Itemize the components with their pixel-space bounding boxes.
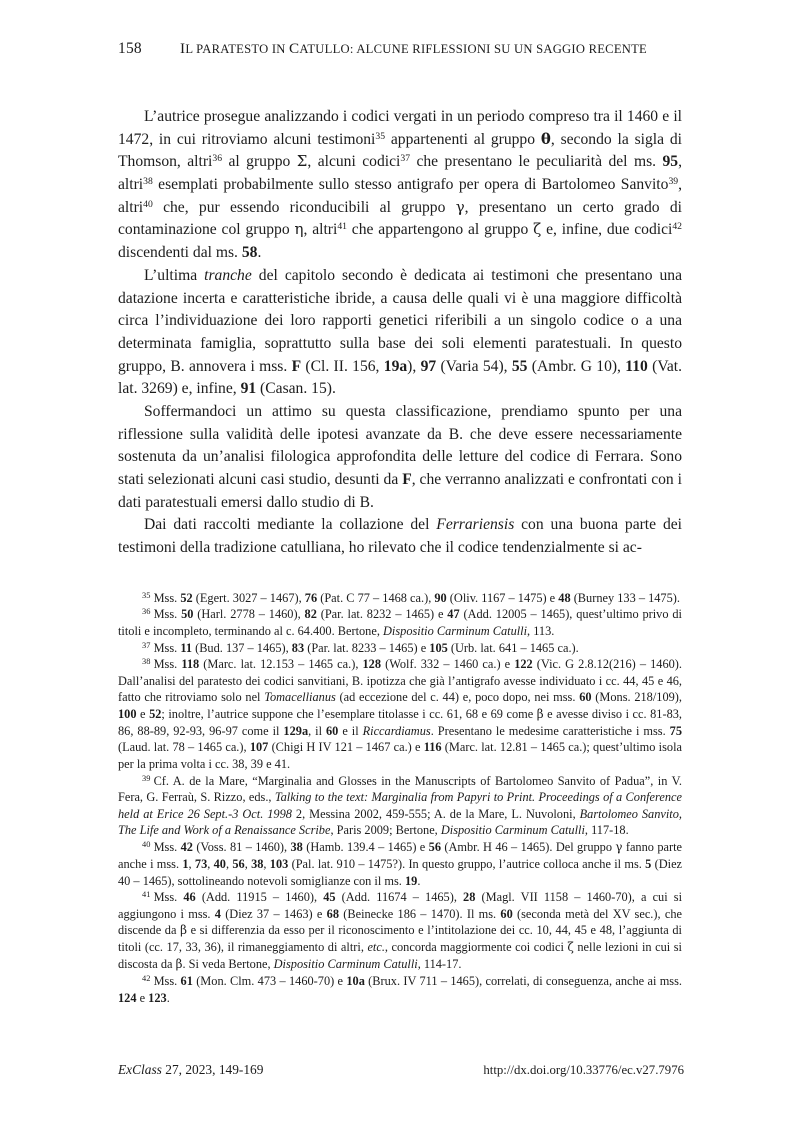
- running-head-part-2: ATULLO: ALCUNE RIFLESSIONI SU UN SAGGIO RECENTE: [299, 42, 647, 56]
- footnote-marker: 41: [142, 890, 151, 900]
- footnote-marker: 39: [142, 773, 151, 783]
- footnote-marker: 42: [142, 974, 151, 984]
- running-head-part-1: L PARATESTO IN: [185, 42, 290, 56]
- footnote: [118, 773, 682, 839]
- paragraph: L’ultima tranche del capitolo secondo è dedicata ai testimoni che presentano una datazione incerta e caratteristiche ibride, a causa delle quali vi è una maggiore difficoltà circa l’individuazione dei loro rapporti genetici riferibili a un singolo codice o a una determinata famiglia, soprattutto sulla base dei soli elementi paratestuali. In questo gruppo, B. annovera i mss. F (Cl. II. 156, 19a), 97 (Varia 54), 55 (Ambr. G 10), 110 (Vat. lat. 3269) e, infine, 91 (Casan. 15).: [118, 266, 683, 398]
- footnote-text: Mss. 50 (Harl. 2778 – 1460), 82 (Par. lat. 8232 – 1465) e 47 (Add. 12005 – 1465), quest’ultimo privo di titoli e incompleto, terminando al c. 64.400. Bertone, Dispositio Carminum Catulli, 113.: [118, 607, 682, 638]
- doi-link[interactable]: http://dx.doi.org/10.33776/ec.v27.7976: [483, 1063, 684, 1077]
- footnote: [118, 590, 682, 607]
- footnote: [118, 656, 682, 773]
- page-number: 158: [118, 40, 142, 57]
- footnote-text: Mss. 52 (Egert. 3027 – 1467), 76 (Pat. C 77 – 1468 ca.), 90 (Oliv. 1167 – 1475) e 48 (Burney 133 – 1475).: [153, 590, 680, 605]
- footnote-marker: 36: [142, 607, 151, 617]
- footnote: [118, 973, 682, 1006]
- footnote-text: Mss. 46 (Add. 11915 – 1460), 45 (Add. 11674 – 1465), 28 (Magl. VII 1158 – 1460-70), a cui si aggiungono i mss. 4 (Diez 37 – 1463) e 68 (Beinecke 186 – 1470). Il ms. 60 (seconda metà del XV sec.), che discende da β e si differenzia da esso per il riconoscimento e l’intitolazione dei cc. 10, 44, 45 e 48, l’aggiunta di titoli (cc. 17, 33, 36), il rimaneggiamento di altri, etc., concorda maggiormente coi codici ζ nelle lezioni in cui si discosta da β. Si veda Bertone, Dispositio Carminum Catulli, 114-17.: [118, 890, 683, 972]
- paragraph: Dai dati raccolti mediante la collazione del Ferrariensis con una buona parte dei testimoni della tradizione catulliana, ho rilevato che il codice tendenzialmente si ac-: [118, 516, 682, 557]
- footnote-text: Mss. 11 (Bud. 137 – 1465), 83 (Par. lat. 8233 – 1465) e 105 (Urb. lat. 641 – 1465 ca.).: [153, 640, 579, 655]
- footnote-text: Mss. 42 (Voss. 81 – 1460), 38 (Hamb. 139.4 – 1465) e 56 (Ambr. H 46 – 1465). Del gruppo γ fanno parte anche i mss. 1, 73, 40, 56, 38, 103 (Pal. lat. 910 – 1475?). In questo gruppo, l’autrice colloca anche il ms. 5 (Diez 40 – 1465), sottolineando notevoli somiglianze con il ms. 19.: [118, 840, 683, 888]
- journal-name: ExClass: [118, 1062, 162, 1077]
- footnotes-section: [118, 590, 682, 1007]
- footnote-marker: 38: [142, 657, 151, 667]
- footnote: [118, 606, 682, 639]
- footnote-marker: 37: [142, 640, 151, 650]
- paragraph: Soffermandoci un attimo su questa classificazione, prendiamo spunto per una riflessione sulla validità delle ipotesi avanzate da B. che deve essere necessariamente sostenuta da un’analisi filologica approfondita delle letture del codice di Ferrara. Sono stati selezionati alcuni casi studio, desunti da F, che verranno analizzati e confrontati con i dati paratestuali emersi dallo studio di B.: [118, 402, 682, 511]
- running-head-initial-c: C: [289, 40, 300, 57]
- running-head: [118, 40, 682, 70]
- footnote: [118, 839, 682, 889]
- citation-detail: 27, 2023, 149-169: [161, 1062, 264, 1077]
- footer-citation: [118, 1062, 263, 1078]
- footnote-text: Cf. A. de la Mare, “Marginalia and Glosses in the Manuscripts of Bartolomeo Sanvito of Padua”, in V. Fera, G. Ferraù, S. Rizzo, eds., Talking to the text: Marginalia from Papyri to Print. Proceedings of a Conference held at Erice 26 Sept.-3 Oct. 1998 2, Messina 2002, 459-555; A. de la Mare, L. Nuvoloni, Bartolomeo Sanvito, The Life and Work of a Renaissance Scribe, Paris 2009; Bertone, Dispositio Carminum Catulli, 117-18.: [118, 773, 682, 838]
- footnote: [118, 889, 682, 973]
- footnote-marker: 35: [142, 590, 151, 600]
- running-head-title: [180, 40, 647, 58]
- paragraph: L’autrice prosegue analizzando i codici vergati in un periodo compreso tra il 1460 e il 1472, in cui ritroviamo alcuni testimoni$^{35}$ appartenenti al gruppo θ, secondo la sigla di Thomson, altri$^{36}$ al gruppo Σ, alcuni codici$^{37}$ che presentano le peculiarità del ms. 95, altri$^{38}$ esemplati probabilmente sullo stesso antigrafo per opera di Bartolomeo Sanvito$^{39}$, altri$^{40}$ che, pur essendo riconducibili al gruppo γ, presentano un certo grado di contaminazione col gruppo η, altri$^{41}$ che appartengono al gruppo ζ e, infine, due codici$^{42}$ discendenti dal ms. 58.: [118, 108, 682, 262]
- page-footer: [118, 1062, 684, 1078]
- page-content: [118, 40, 682, 1006]
- body-text: [118, 106, 682, 560]
- footnote-text: Mss. 118 (Marc. lat. 12.153 – 1465 ca.), 128 (Wolf. 332 – 1460 ca.) e 122 (Vic. G 2.8.12(216) – 1460). Dall’analisi del paratesto dei codici sanvitiani, B. ipotizza che già l’antigrafo avesse individuato i cc. 44, 45 e 46, fatto che ritroviamo solo nel Tomacellianus (ad eccezione del c. 44) e, poco dopo, nei mss. 60 (Mons. 218/109), 100 e 52; inoltre, l’autrice suppone che l’esemplare titolasse i cc. 61, 68 e 69 come β e avesse diviso i cc. 81-83, 86, 88-89, 92-93, 96-97 come il 129a, il 60 e il Riccardiamus. Presentano le medesime caratteristiche i mss. 75 (Laud. lat. 78 – 1465 ca.), 107 (Chigi H IV 121 – 1467 ca.) e 116 (Marc. lat. 12.81 – 1465 ca.); quest’ultimo isola per la prima volta i cc. 38, 39 e 41.: [118, 657, 683, 772]
- footnote: [118, 640, 682, 657]
- footnote-marker: 40: [142, 839, 151, 849]
- running-head-initial-i: I: [180, 40, 186, 57]
- footnote-text: Mss. 61 (Mon. Clm. 473 – 1460-70) e 10a (Brux. IV 711 – 1465), correlati, di conseguenza, anche ai mss. 124 e 123.: [118, 974, 682, 1005]
